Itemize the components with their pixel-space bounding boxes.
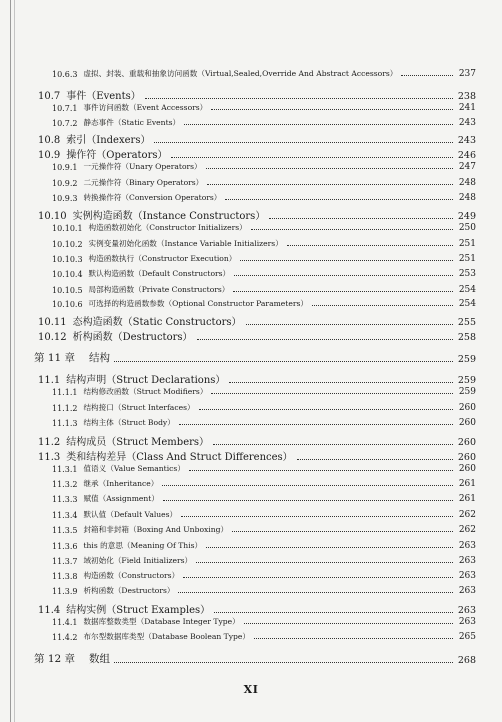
dot-leader bbox=[312, 304, 453, 306]
dot-leader bbox=[233, 290, 453, 292]
dot-leader bbox=[240, 259, 453, 261]
toc-entry-page: 255 bbox=[457, 317, 476, 328]
toc-entry-number: 11.1 bbox=[38, 375, 61, 386]
toc-entry-title: 操作符（Operators） bbox=[66, 150, 168, 161]
toc-entry-page: 263 bbox=[458, 571, 476, 581]
toc-section-entry[interactable] bbox=[0, 207, 476, 222]
toc-entry-number: 10.7.2 bbox=[52, 119, 78, 128]
toc-entry-title: 结构 bbox=[89, 352, 111, 364]
dot-leader bbox=[297, 458, 453, 460]
toc-entry-page: 263 bbox=[457, 605, 476, 616]
toc-subsection-entry[interactable] bbox=[0, 509, 476, 520]
toc-entry-page: 261 bbox=[458, 479, 476, 489]
toc-entry-page: 246 bbox=[457, 150, 476, 161]
toc-entry-number: 11.2 bbox=[38, 437, 61, 448]
toc-entry-page: 241 bbox=[458, 103, 476, 113]
toc-entry-page: 262 bbox=[458, 525, 476, 535]
toc-entry-title: 虚拟、封装、重载和抽象访问函数（Virtual,Sealed,Override And Abstract Accessors） bbox=[83, 69, 398, 78]
dot-leader bbox=[145, 97, 453, 99]
toc-entry-page: 258 bbox=[457, 332, 476, 343]
toc-entry-page: 268 bbox=[457, 655, 476, 666]
toc-entry-title: 继承（Inheritance） bbox=[83, 479, 159, 488]
dot-leader bbox=[197, 338, 454, 340]
dot-leader bbox=[207, 183, 453, 185]
toc-section-entry[interactable] bbox=[0, 87, 476, 102]
toc-entry-page: 260 bbox=[457, 437, 476, 448]
toc-subsection-entry[interactable] bbox=[0, 284, 476, 295]
dot-leader bbox=[179, 423, 453, 425]
toc-entry-title: 可选择的构造函数参数（Optional Constructor Parameters） bbox=[88, 299, 308, 308]
toc-entry-number: 10.10 bbox=[38, 211, 67, 222]
toc-entry-page: 260 bbox=[457, 452, 476, 463]
toc-entry-page: 243 bbox=[458, 118, 476, 128]
toc-subsection-entry[interactable] bbox=[0, 417, 476, 428]
toc-entry-title: 一元操作符（Unary Operators） bbox=[83, 162, 202, 171]
dot-leader bbox=[211, 108, 453, 110]
toc-entry-number: 10.9.3 bbox=[52, 194, 78, 203]
dot-leader bbox=[225, 198, 453, 200]
toc-entry-title: 类和结构差异（Class And Struct Differences） bbox=[66, 452, 293, 463]
dot-leader bbox=[114, 360, 453, 362]
toc-entry-number: 11.1.1 bbox=[52, 388, 78, 397]
dot-leader bbox=[162, 484, 453, 486]
dot-leader bbox=[199, 408, 453, 410]
toc-entry-title: 局部构造函数（Private Constructors） bbox=[88, 285, 230, 294]
dot-leader bbox=[206, 167, 453, 169]
toc-entry-title: 赋值（Assignment） bbox=[83, 494, 159, 503]
dot-leader bbox=[189, 469, 453, 471]
toc-subsection-entry[interactable] bbox=[0, 570, 476, 581]
toc-entry-page: 254 bbox=[458, 299, 476, 309]
toc-entry-page: 247 bbox=[458, 162, 476, 172]
dot-leader bbox=[171, 156, 453, 158]
toc-entry-title: 结构修改函数（Struct Modifiers） bbox=[83, 387, 208, 396]
toc-entry-title: 域初始化（Field Initializers） bbox=[83, 556, 193, 565]
toc-entry-number: 11.4.2 bbox=[52, 633, 78, 642]
toc-entry-page: 263 bbox=[458, 556, 476, 566]
toc-entry-page: 238 bbox=[457, 91, 476, 102]
toc-entry-title: 态构造函数（Static Constructors） bbox=[72, 317, 242, 328]
toc-entry-title: 构造函数初始化（Constructor Initializers） bbox=[88, 223, 247, 232]
toc-entry-number: 10.9 bbox=[38, 150, 61, 161]
toc-chapter-entry[interactable] bbox=[0, 350, 476, 365]
toc-subsection-entry[interactable] bbox=[0, 463, 476, 474]
toc-entry-number: 10.10.4 bbox=[52, 270, 83, 279]
dot-leader bbox=[232, 530, 453, 532]
toc-entry-number: 10.10.1 bbox=[52, 224, 83, 233]
toc-entry-title: 数据库整数类型（Database Integer Type） bbox=[83, 617, 240, 626]
toc-entry-title: 实例变量初始化函数（Instance Variable Initializers） bbox=[88, 239, 283, 248]
toc-section-entry[interactable] bbox=[0, 448, 476, 463]
toc-entry-page: 250 bbox=[458, 223, 476, 233]
dot-leader bbox=[181, 515, 453, 517]
toc-entry-page: 251 bbox=[458, 254, 476, 264]
toc-entry-page: 261 bbox=[458, 494, 476, 504]
dot-leader bbox=[287, 244, 453, 246]
toc-entry-title: 二元操作符（Binary Operators） bbox=[83, 178, 204, 187]
toc-entry-page: 259 bbox=[458, 387, 476, 397]
dot-leader bbox=[251, 228, 453, 230]
toc-subsection-entry[interactable] bbox=[0, 616, 476, 627]
toc-subsection-entry[interactable] bbox=[0, 68, 476, 79]
toc-entry-number: 11.4.1 bbox=[52, 618, 78, 627]
toc-entry-number: 10.8 bbox=[38, 135, 61, 146]
toc-entry-page: 237 bbox=[458, 69, 476, 79]
toc-entry-title: 结构声明（Struct Declarations） bbox=[66, 375, 226, 386]
toc-entry-page: 243 bbox=[457, 135, 476, 146]
toc-entry-number: 10.12 bbox=[38, 332, 67, 343]
toc-entry-number: 11.3.9 bbox=[52, 587, 78, 596]
toc-entry-title: 实例构造函数（Instance Constructors） bbox=[72, 211, 266, 222]
toc-entry-title: this 的意思（Meaning Of This） bbox=[83, 541, 203, 550]
toc-entry-title: 封箱和非封箱（Boxing And Unboxing） bbox=[83, 525, 229, 534]
toc-section-entry[interactable] bbox=[0, 371, 476, 386]
toc-entry-title: 事件访问函数（Event Accessors） bbox=[83, 103, 208, 112]
toc-subsection-entry[interactable] bbox=[0, 222, 476, 233]
page-number-footer: XI bbox=[243, 683, 259, 696]
toc-subsection-entry[interactable] bbox=[0, 478, 476, 489]
toc-section-entry[interactable] bbox=[0, 146, 476, 161]
toc-entry-number: 11.3 bbox=[38, 452, 61, 463]
toc-entry-number: 10.10.6 bbox=[52, 300, 83, 309]
toc-entry-number: 10.7 bbox=[38, 91, 61, 102]
toc-entry-title: 结构接口（Struct Interfaces） bbox=[83, 403, 195, 412]
dot-leader bbox=[254, 637, 453, 639]
toc-entry-number: 10.6.3 bbox=[52, 70, 78, 79]
toc-entry-title: 值语义（Value Semantics） bbox=[83, 464, 185, 473]
toc-entry-page: 254 bbox=[458, 285, 476, 295]
toc-subsection-entry[interactable] bbox=[0, 268, 476, 279]
dot-leader bbox=[154, 141, 453, 143]
toc-entry-number: 11.3.2 bbox=[52, 480, 78, 489]
dot-leader bbox=[206, 546, 453, 548]
toc-entry-title: 索引（Indexers） bbox=[66, 135, 151, 146]
toc-subsection-entry[interactable] bbox=[0, 524, 476, 535]
toc-entry-title: 结构主体（Struct Body） bbox=[83, 418, 175, 427]
toc-entry-number: 11.3.3 bbox=[52, 495, 78, 504]
toc-entry-number: 11.3.7 bbox=[52, 557, 78, 566]
toc-entry-number: 11.4 bbox=[38, 605, 61, 616]
toc-entry-number: 10.11 bbox=[38, 317, 67, 328]
toc-subsection-entry[interactable] bbox=[0, 585, 476, 596]
dot-leader bbox=[184, 123, 453, 125]
dot-leader bbox=[269, 217, 453, 219]
toc-entry-page: 251 bbox=[458, 239, 476, 249]
toc-entry-title: 结构成员（Struct Members） bbox=[66, 437, 210, 448]
toc-chapter-entry[interactable] bbox=[0, 651, 476, 666]
toc-entry-title: 构造函数执行（Constructor Execution） bbox=[88, 254, 237, 263]
toc-entry-title: 静态事件（Static Events） bbox=[83, 118, 181, 127]
toc-entry-page: 249 bbox=[457, 211, 476, 222]
toc-entry-number: 10.9.2 bbox=[52, 179, 78, 188]
toc-entry-title: 默认构造函数（Default Constructors） bbox=[88, 269, 231, 278]
toc-section-entry[interactable] bbox=[0, 433, 476, 448]
dot-leader bbox=[196, 561, 453, 563]
toc-section-entry[interactable] bbox=[0, 313, 476, 328]
toc-entry-number: 11.3.4 bbox=[52, 511, 78, 520]
dot-leader bbox=[163, 499, 453, 501]
dot-leader bbox=[401, 74, 453, 76]
toc-entry-title: 析构函数（Destructors） bbox=[83, 586, 175, 595]
toc-entry-title: 事件（Events） bbox=[66, 91, 141, 102]
toc-entry-page: 265 bbox=[458, 632, 476, 642]
toc-subsection-entry[interactable] bbox=[0, 540, 476, 551]
dot-leader bbox=[229, 381, 453, 383]
dot-leader bbox=[213, 443, 453, 445]
toc-entry-number: 10.9.1 bbox=[52, 163, 78, 172]
toc-entry-title: 默认值（Default Values） bbox=[83, 510, 178, 519]
toc-entry-page: 263 bbox=[458, 586, 476, 596]
toc-subsection-entry[interactable] bbox=[0, 555, 476, 566]
toc-subsection-entry[interactable] bbox=[0, 402, 476, 413]
toc-subsection-entry[interactable] bbox=[0, 298, 476, 309]
dot-leader bbox=[178, 591, 453, 593]
dot-leader bbox=[211, 392, 453, 394]
toc-entry-number: 11.1.2 bbox=[52, 404, 78, 413]
toc-entry-number: 11.1.3 bbox=[52, 419, 78, 428]
toc-entry-page: 263 bbox=[458, 541, 476, 551]
toc-subsection-entry[interactable] bbox=[0, 631, 476, 642]
toc-subsection-entry[interactable] bbox=[0, 161, 476, 172]
dot-leader bbox=[114, 661, 453, 663]
toc-subsection-entry[interactable] bbox=[0, 493, 476, 504]
toc-entry-title: 转换操作符（Conversion Operators） bbox=[83, 193, 222, 202]
toc-subsection-entry[interactable] bbox=[0, 238, 476, 249]
toc-entry-number: 10.10.3 bbox=[52, 255, 83, 264]
toc-entry-title: 结构实例（Struct Examples） bbox=[66, 605, 211, 616]
toc-entry-page: 262 bbox=[458, 510, 476, 520]
toc-entry-title: 构造函数（Constructors） bbox=[83, 571, 180, 580]
dot-leader bbox=[183, 576, 453, 578]
toc-entry-number: 11.3.6 bbox=[52, 542, 78, 551]
toc-entry-number: 11.3.8 bbox=[52, 572, 78, 581]
dot-leader bbox=[244, 622, 453, 624]
toc-entry-page: 248 bbox=[458, 193, 476, 203]
toc-entry-number: 10.10.5 bbox=[52, 286, 83, 295]
toc-entry-title: 数组 bbox=[89, 653, 111, 665]
toc-entry-number: 10.10.2 bbox=[52, 240, 83, 249]
toc-subsection-entry[interactable] bbox=[0, 117, 476, 128]
toc-subsection-entry[interactable] bbox=[0, 102, 476, 113]
toc-subsection-entry[interactable] bbox=[0, 177, 476, 188]
toc-entry-title: 析构函数（Destructors） bbox=[72, 332, 193, 343]
toc-entry-number: 10.7.1 bbox=[52, 104, 78, 113]
toc-section-entry[interactable] bbox=[0, 601, 476, 616]
toc-entry-number: 11.3.5 bbox=[52, 526, 78, 535]
toc-subsection-entry[interactable] bbox=[0, 386, 476, 397]
toc-entry-page: 259 bbox=[457, 375, 476, 386]
toc-entry-page: 263 bbox=[458, 617, 476, 627]
toc-entry-number: 第 12 章 bbox=[34, 653, 76, 665]
dot-leader bbox=[214, 611, 453, 613]
toc-entry-page: 260 bbox=[458, 403, 476, 413]
dot-leader bbox=[234, 274, 453, 276]
toc-subsection-entry[interactable] bbox=[0, 253, 476, 264]
toc-entry-title: 布尔型数据库类型（Database Boolean Type） bbox=[83, 632, 250, 641]
dot-leader bbox=[246, 323, 453, 325]
toc-entry-page: 253 bbox=[458, 269, 476, 279]
toc-entry-number: 第 11 章 bbox=[34, 352, 76, 364]
toc-section-entry[interactable] bbox=[0, 328, 476, 343]
toc-entry-page: 260 bbox=[458, 464, 476, 474]
toc-entry-number: 11.3.1 bbox=[52, 465, 78, 474]
toc-section-entry[interactable] bbox=[0, 131, 476, 146]
toc-entry-page: 259 bbox=[457, 354, 476, 365]
toc-entry-page: 248 bbox=[458, 178, 476, 188]
toc-entry-page: 260 bbox=[458, 418, 476, 428]
toc-subsection-entry[interactable] bbox=[0, 192, 476, 203]
